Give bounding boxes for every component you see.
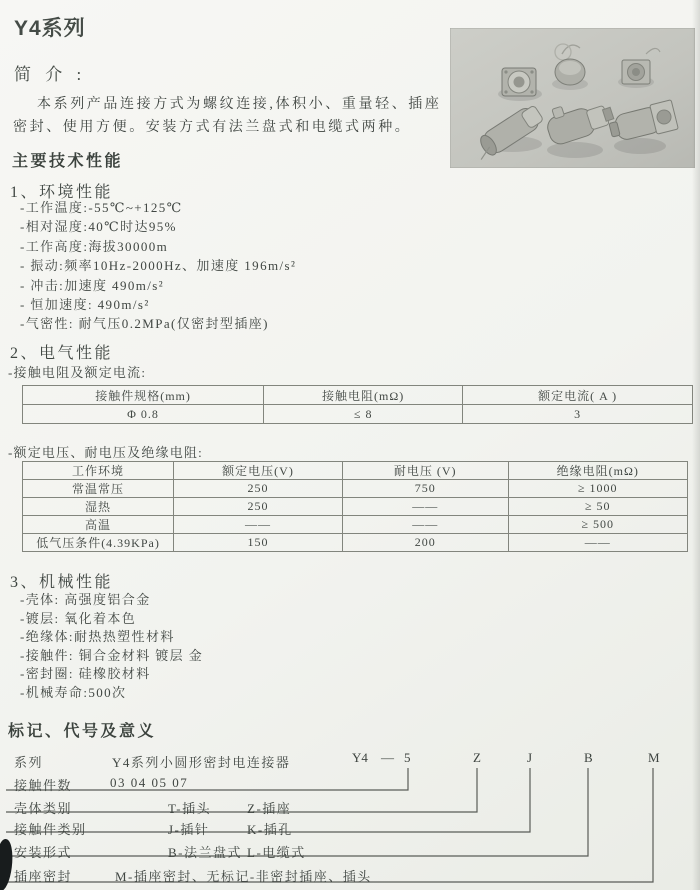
table-cell: 250 [174, 480, 343, 498]
table-cell: 200 [342, 534, 508, 552]
code-part-shell-type: Z [473, 750, 481, 765]
table-row [23, 516, 688, 534]
contact-resistance-label: -接触电阻及额定电流: [8, 365, 147, 380]
marking-row-value: B-法兰盘式 [168, 845, 243, 860]
voltage-insulation-table [22, 461, 688, 552]
elec-section-heading: 2、电气性能 [10, 345, 114, 362]
table-cell: 150 [174, 534, 343, 552]
column-header: 额定电流( A ) [463, 386, 693, 405]
env-item: -工作高度:海拔30000m [20, 238, 169, 254]
env-item: - 振动:频率10Hz-2000Hz、加速度 196m/s² [20, 258, 297, 274]
marking-row-value: J-插针 [168, 822, 210, 837]
code-part-dash: — [381, 750, 394, 765]
marking-row-label: 壳体类别 [14, 801, 73, 816]
marking-row-label: 安装形式 [14, 845, 73, 860]
code-connector-line [6, 768, 653, 882]
marking-row-value: Y4系列小圆形密封电连接器 [112, 755, 291, 770]
table-cell: 高温 [23, 516, 174, 534]
table-cell: 250 [174, 498, 343, 516]
table-cell: —— [342, 516, 508, 534]
table-cell: —— [508, 534, 687, 552]
contact-resistance-table [22, 385, 693, 424]
table-cell: ≥ 50 [508, 498, 687, 516]
table-cell: ≤ 8 [264, 405, 463, 424]
table-row [23, 534, 688, 552]
mech-item: -接触件: 铜合金材料 镀层 金 [20, 647, 204, 663]
mech-item: -绝缘体:耐热热塑性材料 [20, 629, 175, 645]
mech-item-list [20, 591, 203, 703]
table-cell: Φ 0.8 [23, 405, 264, 424]
intro-heading: 简 介 : [14, 65, 87, 84]
env-item-list [20, 198, 296, 334]
column-header: 工作环境 [23, 462, 174, 480]
env-item: - 恒加速度: 490m/s² [20, 297, 150, 313]
table-cell: —— [174, 516, 343, 534]
marking-row-value: M-插座密封、无标记-非密封插座、插头 [115, 869, 372, 884]
table-row [23, 480, 688, 498]
table-cell: 750 [342, 480, 508, 498]
mech-item: -机械寿命:500次 [20, 684, 127, 700]
env-item: -气密性: 耐气压0.2MPa(仅密封型插座) [20, 316, 269, 332]
code-part-mount-type: B [584, 750, 593, 765]
marking-row-value: 03 04 05 07 [110, 775, 189, 790]
table-cell: 3 [463, 405, 693, 424]
marking-row-label: 接触件类别 [14, 822, 87, 837]
table-cell: 湿热 [23, 498, 174, 516]
table-header-row [23, 462, 688, 480]
table-row [23, 498, 688, 516]
table-header-row [23, 386, 693, 405]
column-header: 绝缘电阻(mΩ) [508, 462, 687, 480]
env-section-heading: 1、环境性能 [10, 184, 114, 201]
main-performance-heading: 主要技术性能 [12, 153, 124, 170]
mech-item: -密封圈: 硅橡胶材料 [20, 666, 151, 682]
mech-section-heading: 3、机械性能 [10, 574, 114, 591]
table-cell: ≥ 500 [508, 516, 687, 534]
intro-paragraph-line-2: 密封、使用方便。安装方式有法兰盘式和电缆式两种。 [13, 120, 412, 135]
table-cell: 常温常压 [23, 480, 174, 498]
code-part-series: Y4 [352, 750, 368, 765]
marking-row-label: 接触件数 [14, 778, 73, 793]
env-item: -相对湿度:40℃时达95% [20, 219, 177, 235]
code-part-contact-count: 5 [404, 750, 411, 765]
product-photo-illustration [450, 28, 695, 168]
page-edge-shade [692, 0, 700, 890]
marking-diagram [0, 742, 700, 890]
marking-row-value: Z-插座 [247, 801, 292, 816]
code-part-seal: M [648, 750, 660, 765]
column-header: 接触件规格(mm) [23, 386, 264, 405]
table-cell: 低气压条件(4.39KPa) [23, 534, 174, 552]
marking-section-heading: 标记、代号及意义 [8, 723, 157, 740]
column-header: 耐电压 (V) [342, 462, 508, 480]
marking-row-value: T-插头 [168, 801, 212, 816]
marking-row-value: K-插孔 [247, 822, 293, 837]
mech-item: -镀层: 氧化着本色 [20, 610, 137, 626]
env-item: -工作温度:-55℃~+125℃ [20, 200, 183, 215]
marking-row-label: 插座密封 [14, 869, 73, 884]
table-cell: —— [342, 498, 508, 516]
table-cell: ≥ 1000 [508, 480, 687, 498]
connector-flange-plug [502, 68, 536, 96]
intro-paragraph-line-1: 本系列产品连接方式为螺纹连接,体积小、重量轻、插座 [37, 97, 442, 112]
product-photo [450, 28, 695, 168]
page-title: Y4系列 [14, 17, 86, 40]
code-part-contact-type: J [527, 750, 533, 765]
mech-item: -壳体: 高强度铝合金 [20, 592, 151, 607]
marking-row-label: 系列 [14, 755, 44, 770]
env-item: - 冲击:加速度 490m/s² [20, 277, 165, 293]
table-row [23, 405, 693, 424]
voltage-insulation-label: -额定电压、耐电压及绝缘电阻: [8, 445, 203, 460]
column-header: 额定电压(V) [174, 462, 343, 480]
marking-row-value: L-电缆式 [247, 845, 306, 860]
column-header: 接触电阻(mΩ) [264, 386, 463, 405]
